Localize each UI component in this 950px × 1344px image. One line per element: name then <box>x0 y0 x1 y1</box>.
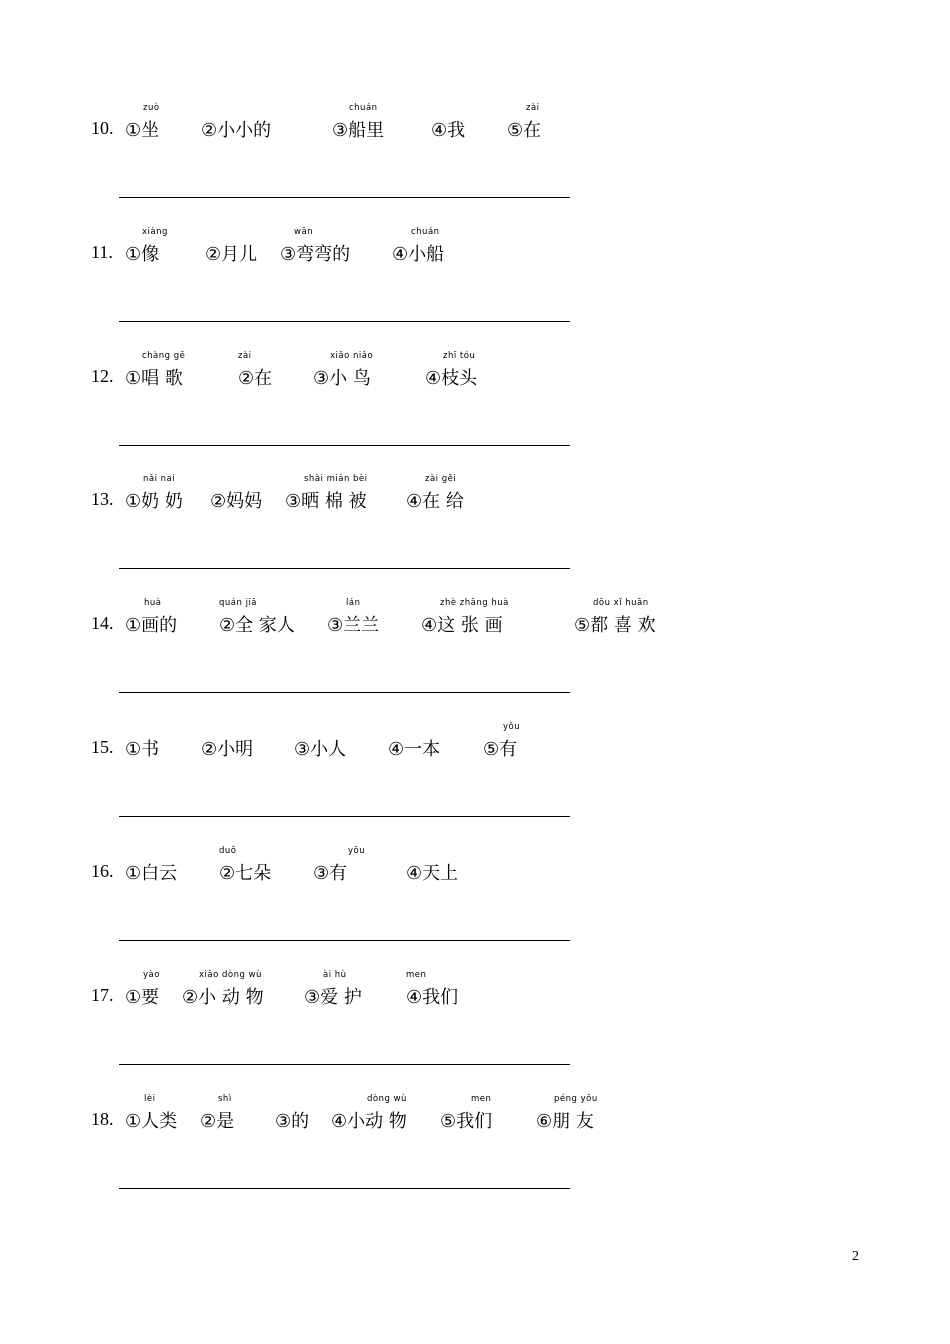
question-number: 13. <box>91 489 114 509</box>
question-number: 17. <box>91 985 114 1005</box>
answer-line[interactable] <box>119 940 570 941</box>
word-option: ③爱 护 <box>304 987 362 1008</box>
question-12 <box>0 352 950 476</box>
pinyin-annotation: shì <box>218 1094 232 1104</box>
answer-line[interactable] <box>119 816 570 817</box>
pinyin-annotation: yǒu <box>503 722 521 732</box>
word-option: ①人类 <box>125 1111 178 1132</box>
word-option: ①奶 奶 <box>125 491 183 512</box>
word-option: ④枝头 <box>425 368 478 389</box>
word-option: ②月儿 <box>205 244 258 265</box>
page-number: 2 <box>852 1249 859 1264</box>
word-option: ③小人 <box>294 739 347 760</box>
word-option: ③有 <box>313 863 348 884</box>
pinyin-annotation: lán <box>346 598 361 608</box>
question-14 <box>0 599 950 723</box>
pinyin-annotation: zài <box>526 103 540 113</box>
question-15 <box>0 723 950 847</box>
word-option: ⑤在 <box>507 120 542 141</box>
answer-line[interactable] <box>119 1064 570 1065</box>
word-option: ③弯弯的 <box>280 244 351 265</box>
answer-line[interactable] <box>119 197 570 198</box>
question-number: 10. <box>91 118 114 138</box>
pinyin-annotation: lèi <box>144 1094 156 1104</box>
pinyin-annotation: zhī tóu <box>443 351 476 361</box>
pinyin-annotation: duǒ <box>219 846 237 856</box>
pinyin-annotation: yǒu <box>348 846 366 856</box>
pinyin-annotation: shài mián bèi <box>304 474 368 484</box>
word-option: ①画的 <box>125 615 178 636</box>
question-number: 18. <box>91 1109 114 1129</box>
word-option: ⑤我们 <box>440 1111 493 1132</box>
word-option: ④天上 <box>406 863 459 884</box>
word-option: ①要 <box>125 987 160 1008</box>
answer-line[interactable] <box>119 321 570 322</box>
pinyin-annotation: men <box>471 1094 492 1104</box>
word-option: ⑤有 <box>483 739 518 760</box>
question-11 <box>0 228 950 352</box>
word-option: ②小小的 <box>201 120 272 141</box>
question-number: 14. <box>91 613 114 633</box>
word-option: ④小船 <box>392 244 445 265</box>
pinyin-annotation: zài <box>238 351 252 361</box>
question-17 <box>0 971 950 1095</box>
pinyin-annotation: ài hù <box>323 970 347 980</box>
pinyin-annotation: huà <box>144 598 162 608</box>
word-option: ①坐 <box>125 120 160 141</box>
word-option: ②七朵 <box>219 863 272 884</box>
word-option: ②是 <box>200 1111 235 1132</box>
pinyin-annotation: xiǎo dòng wù <box>199 970 262 980</box>
word-option: ③晒 棉 被 <box>285 491 367 512</box>
pinyin-annotation: dòng wù <box>367 1094 407 1104</box>
word-option: ①书 <box>125 739 160 760</box>
word-option: ③的 <box>275 1111 310 1132</box>
question-number: 12. <box>91 366 114 386</box>
question-number: 11. <box>91 242 113 262</box>
word-option: ②全 家人 <box>219 615 295 636</box>
question-16 <box>0 847 950 971</box>
word-option: ①唱 歌 <box>125 368 183 389</box>
pinyin-annotation: zhè zhāng huà <box>440 598 509 608</box>
pinyin-annotation: zuò <box>143 103 160 113</box>
word-option: ⑥朋 友 <box>536 1111 594 1132</box>
word-option: ①像 <box>125 244 160 265</box>
pinyin-annotation: yào <box>143 970 160 980</box>
word-option: ②小明 <box>201 739 254 760</box>
pinyin-annotation: dōu xǐ huān <box>593 598 649 608</box>
answer-line[interactable] <box>119 1188 570 1189</box>
word-option: ②妈妈 <box>210 491 263 512</box>
question-10 <box>0 104 950 228</box>
word-option: ④我们 <box>406 987 459 1008</box>
question-13 <box>0 475 950 599</box>
pinyin-annotation: chuán <box>411 227 440 237</box>
word-option: ⑤都 喜 欢 <box>574 615 656 636</box>
question-number: 16. <box>91 861 114 881</box>
word-option: ④在 给 <box>406 491 464 512</box>
answer-line[interactable] <box>119 692 570 693</box>
pinyin-annotation: wān <box>294 227 314 237</box>
pinyin-annotation: men <box>406 970 427 980</box>
pinyin-annotation: nǎi nai <box>143 474 176 484</box>
answer-line[interactable] <box>119 445 570 446</box>
word-option: ④一本 <box>388 739 441 760</box>
question-18 <box>0 1095 950 1219</box>
word-option: ②小 动 物 <box>182 987 264 1008</box>
word-option: ③船里 <box>332 120 385 141</box>
word-option: ①白云 <box>125 863 178 884</box>
word-option: ④小动 物 <box>331 1111 407 1132</box>
pinyin-annotation: quán jiā <box>219 598 258 608</box>
answer-line[interactable] <box>119 568 570 569</box>
word-option: ③兰兰 <box>327 615 380 636</box>
word-option: ④我 <box>431 120 466 141</box>
pinyin-annotation: péng yǒu <box>554 1094 598 1104</box>
word-option: ②在 <box>238 368 273 389</box>
word-option: ③小 鸟 <box>313 368 371 389</box>
question-number: 15. <box>91 737 114 757</box>
pinyin-annotation: xiǎo niǎo <box>330 351 374 361</box>
pinyin-annotation: chuán <box>349 103 378 113</box>
pinyin-annotation: zài gěi <box>425 474 457 484</box>
word-option: ④这 张 画 <box>421 615 503 636</box>
pinyin-annotation: xiàng <box>142 227 168 237</box>
pinyin-annotation: chàng gē <box>142 351 186 361</box>
